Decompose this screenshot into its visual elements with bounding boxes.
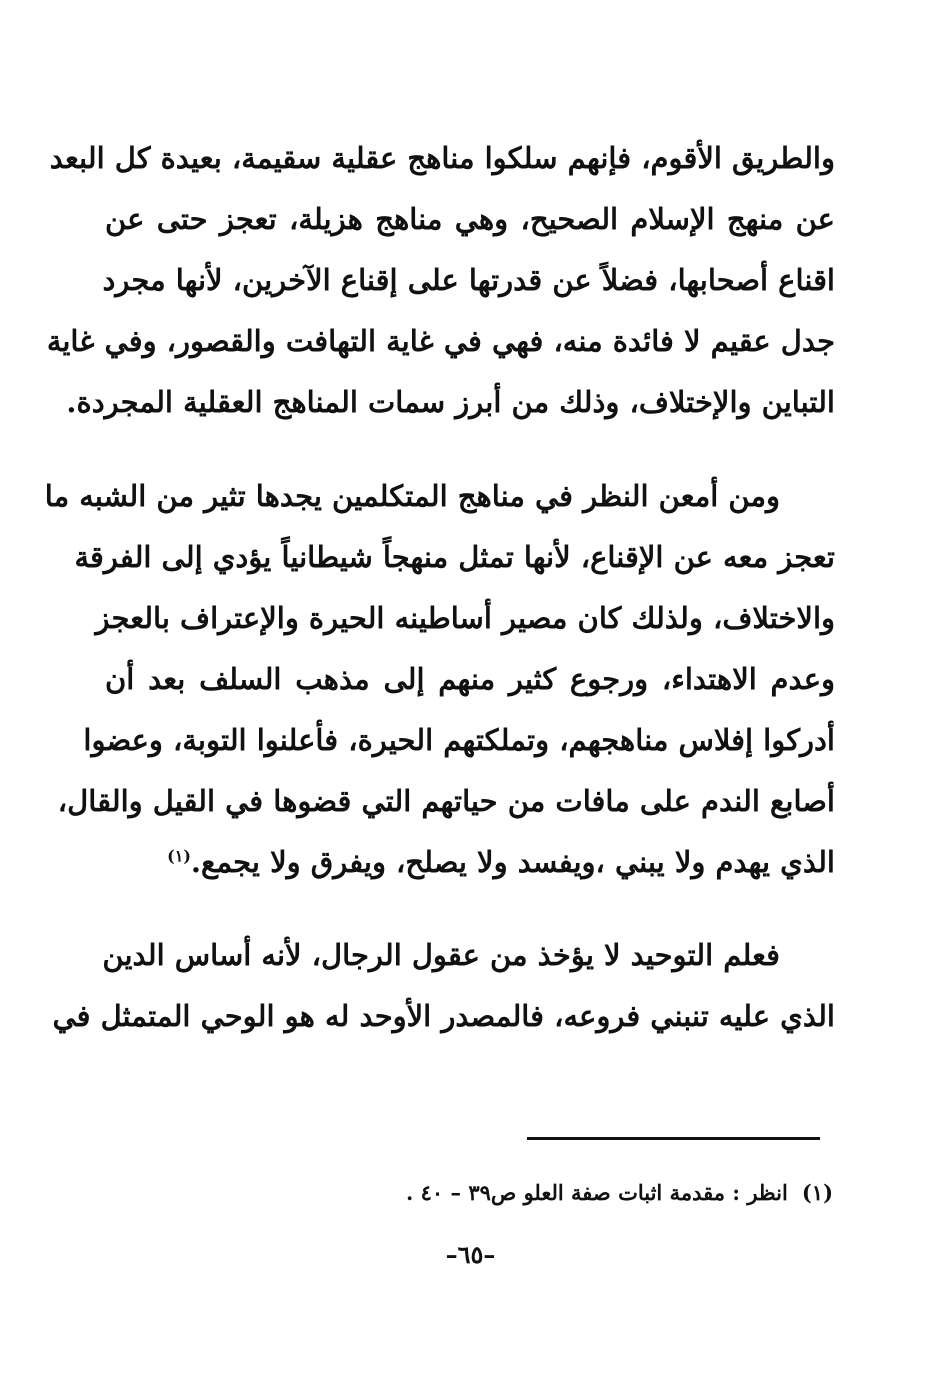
paragraph-line: عن منهج الإسلام الصحيح، وهي مناهج هزيلة، تعجز حتى عن — [105, 202, 835, 236]
paragraph-line: أدركوا إفلاس مناهجهم، وتملكتهم الحيرة، فأعلنوا التوبة، وعضوا — [83, 723, 835, 757]
paragraph-line: وعدم الاهتداء، ورجوع كثير منهم إلى مذهب السلف بعد أن — [105, 662, 835, 696]
paragraph-line: تعجز معه عن الإقناع، لأنها تمثل منهجاً شيطانياً يؤدي إلى الفرقة — [74, 540, 835, 574]
paragraph-line-with-footnote — [105, 832, 835, 893]
paragraph-3 — [52, 925, 835, 1047]
paragraph-line: الذي عليه تنبني فروعه، فالمصدر الأوحد له هو الوحي المتمثل في — [52, 999, 835, 1033]
paragraph-line-text: الذي يهدم ولا يبني ،ويفسد ولا يصلح، ويفرق ولا يجمع. — [190, 845, 835, 879]
footnote-divider — [527, 1137, 820, 1140]
paragraph-line: اقناع أصحابها، فضلاً عن قدرتها على إقناع الآخرين، لأنها مجرد — [102, 263, 835, 297]
paragraph-line: أصابع الندم على مافات من حياتهم التي قضوها في القيل والقال، — [57, 784, 835, 818]
paragraph-line: التباين والإختلاف، وذلك من أبرز سمات المناهج العقلية المجردة. — [66, 385, 835, 419]
footnote-text: انظر : مقدمة اثبات صفة العلو ص٣٩ – ٤٠ . — [406, 1180, 788, 1205]
paragraph-2 — [44, 466, 835, 893]
paragraph-line: والطريق الأقوم، فإنهم سلكوا مناهج عقلية سقيمة، بعيدة كل البعد — [49, 141, 835, 175]
footnote-marker[interactable]: (١) — [167, 846, 191, 866]
footnote — [406, 1180, 833, 1205]
paragraph-1 — [46, 128, 835, 433]
paragraph-line: ومن أمعن النظر في مناهج المتكلمين يجدها تثير من الشبه ما — [44, 479, 780, 513]
paragraph-line: والاختلاف، ولذلك كان مصير أساطينه الحيرة والإعتراف بالعجز — [95, 601, 835, 635]
paragraph-line: جدل عقيم لا فائدة منه، فهي في غاية التهافت والقصور، وفي غاية — [46, 324, 835, 358]
page-number: –٦٥– — [445, 1240, 496, 1269]
paragraph-line: فعلم التوحيد لا يؤخذ من عقول الرجال، لأنه أساس الدين — [102, 938, 780, 972]
footnote-number: (١) — [801, 1180, 833, 1205]
